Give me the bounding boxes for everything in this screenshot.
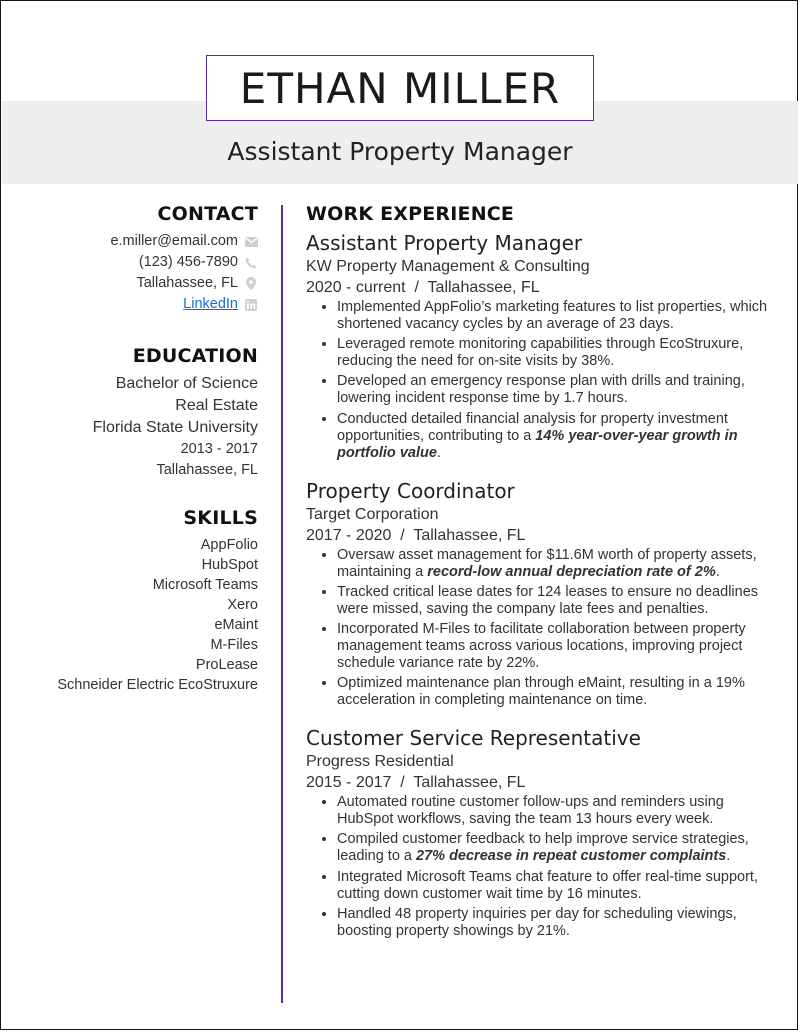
job-bullets <box>306 547 776 710</box>
contact-location <box>20 273 258 294</box>
envelope-icon <box>244 235 258 249</box>
skill-item: ProLease <box>195 657 258 673</box>
bullet-item <box>337 411 776 462</box>
location-text: Tallahassee, FL <box>136 275 238 291</box>
bullet-item: • Developed an emergency response plan with drills and training, lowering incident response time by 1.7 hours. <box>337 373 776 407</box>
job-title: Assistant Property Manager <box>306 231 583 255</box>
name-box <box>206 55 594 121</box>
bullet-item: • Tracked critical lease dates for 124 leases to ensure no deadlines were missed, saving the company late fees and penalties. <box>337 584 776 618</box>
bullet-item: • Leveraged remote monitoring capabilities through EcoStruxure, reducing the need for on-site visits by 38%. <box>337 336 776 370</box>
bullet-text-end: . <box>715 563 720 580</box>
skill-item: Xero <box>227 597 258 613</box>
job-dates: 2020 - current / Tallahassee, FL <box>306 279 540 296</box>
linkedin-icon <box>244 298 258 312</box>
bullet-item <box>337 547 776 581</box>
candidate-title: Assistant Property Manager <box>227 137 573 166</box>
job-company: Progress Residential <box>306 753 454 771</box>
skill-item: Microsoft Teams <box>152 577 258 593</box>
job-dates: 2015 - 2017 / Tallahassee, FL <box>306 774 526 792</box>
bullet-item: • Implemented AppFolio’s marketing features to list properties, which shortened vacancy cycles by an average of 23 days. <box>337 299 776 333</box>
job-bullets <box>306 299 776 462</box>
bullet-text: Oversaw asset management for $11.6M worth of property assets, maintaining a <box>337 546 757 580</box>
skill-item: M-Files <box>210 637 258 653</box>
contact-phone <box>20 252 258 273</box>
skills-heading: SKILLS <box>183 507 258 529</box>
bullet-item: • Integrated Microsoft Teams chat feature to offer real-time support, cutting down customer wait time by 16 minutes. <box>337 869 776 903</box>
job-company: Target Corporation <box>306 505 439 523</box>
email-text[interactable]: e.miller@email.com <box>110 233 238 249</box>
skill-item: AppFolio <box>200 537 258 553</box>
bullet-text: Compiled customer feedback to help improve service strategies, leading to a <box>337 831 749 865</box>
job-title: Property Coordinator <box>306 478 515 503</box>
column-divider <box>281 205 283 1003</box>
bullet-item: • Optimized maintenance plan through eMaint, resulting in a 19% acceleration in completing maintenance on time. <box>337 675 776 709</box>
left-column <box>20 203 258 695</box>
job-company: KW Property Management & Consulting <box>306 258 590 275</box>
map-pin-icon <box>244 277 258 291</box>
education-heading: EDUCATION <box>132 345 258 367</box>
job-entry <box>306 725 776 940</box>
skill-item: eMaint <box>214 617 258 633</box>
education-school: Florida State University <box>92 419 258 436</box>
education-years: 2013 - 2017 <box>180 441 258 457</box>
work-heading: WORK EXPERIENCE <box>306 203 515 225</box>
job-entry <box>306 478 776 710</box>
bullet-text-end: . <box>436 444 441 461</box>
education-location: Tallahassee, FL <box>156 462 258 478</box>
job-dates: 2017 - 2020 / Tallahassee, FL <box>306 526 526 544</box>
bullet-item: • Handled 48 property inquiries per day for scheduling viewings, boosting property showings by 21%. <box>337 906 776 940</box>
job-bullets <box>306 794 776 940</box>
education-major: Real Estate <box>175 397 258 414</box>
contact-email <box>20 231 258 252</box>
skills-list <box>20 535 258 695</box>
education-degree: Bachelor of Science <box>115 375 258 392</box>
contact-heading: CONTACT <box>157 203 258 225</box>
bullet-highlight: 27% decrease in repeat customer complaints <box>416 848 727 865</box>
linkedin-link[interactable]: LinkedIn <box>183 296 238 312</box>
contact-linkedin <box>20 294 258 315</box>
bullet-highlight: record-low annual depreciation rate of 2% <box>427 563 716 580</box>
bullet-text-end: . <box>726 848 731 865</box>
job-title: Customer Service Representative <box>306 726 641 751</box>
candidate-name: ETHAN MILLER <box>239 63 561 113</box>
skill-item: Schneider Electric EcoStruxure <box>57 677 258 693</box>
bullet-highlight: 14% year-over-year growth in portfolio value <box>337 427 738 461</box>
right-column <box>306 203 776 943</box>
phone-icon <box>244 256 258 270</box>
job-entry <box>306 230 776 462</box>
bullet-text: Conducted detailed financial analysis for property investment opportunities, contributing to a <box>337 410 728 444</box>
phone-text[interactable]: (123) 456-7890 <box>138 254 238 270</box>
bullet-item: • Incorporated M-Files to facilitate collaboration between property management teams across various locations, improving project schedule variance rate by 22%. <box>337 621 776 672</box>
bullet-item <box>337 831 776 865</box>
bullet-item: • Automated routine customer follow-ups and reminders using HubSpot workflows, saving the team 13 hours every week. <box>337 794 776 828</box>
skill-item: HubSpot <box>201 557 258 573</box>
